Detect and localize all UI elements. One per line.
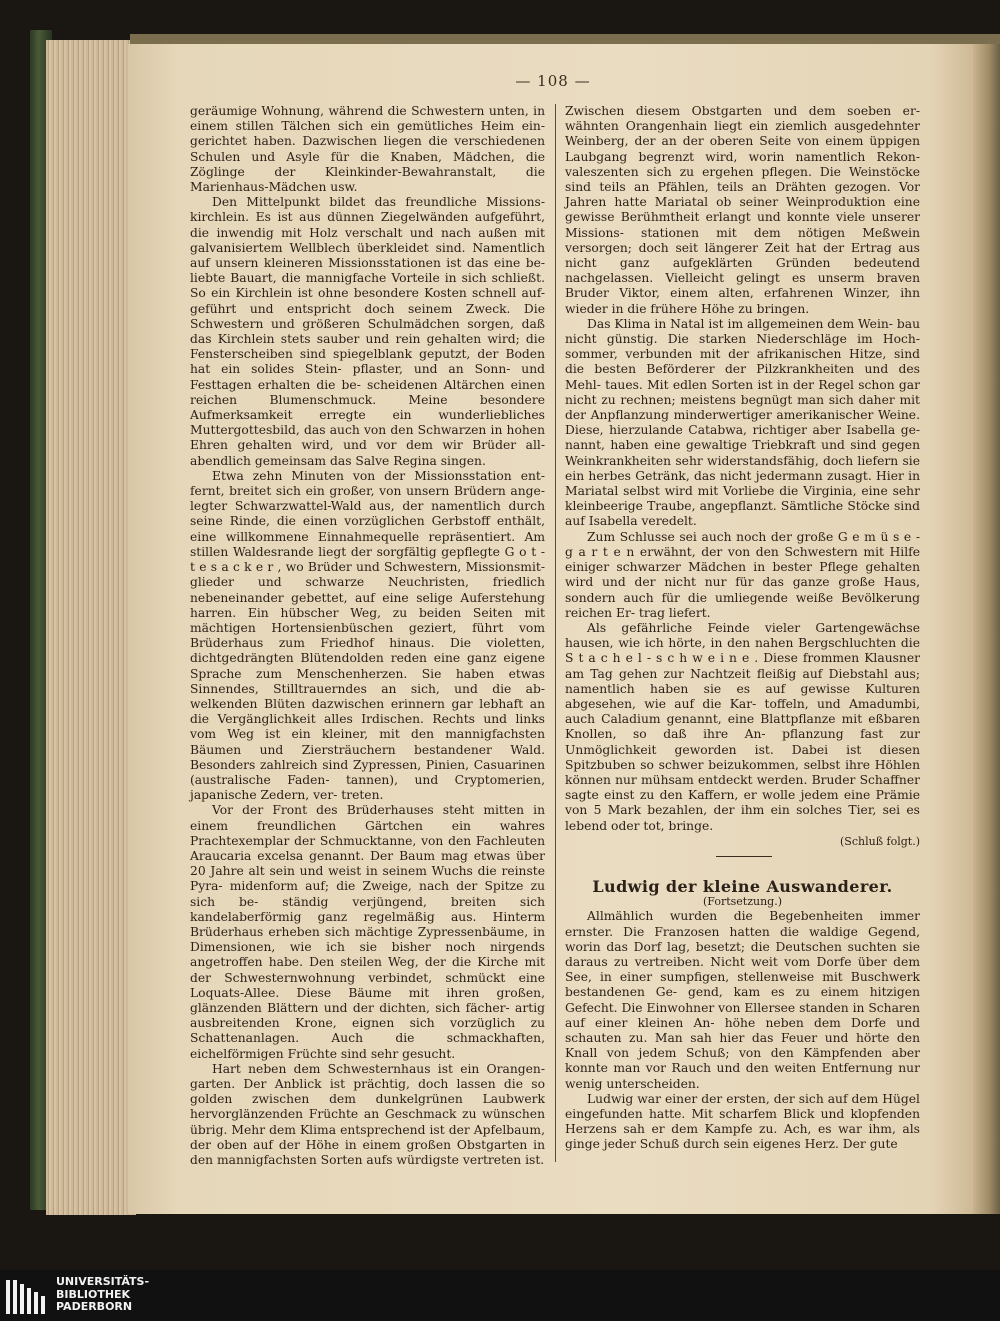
paragraph: Allmählich wurden die Begebenheiten immer ernster. Die Franzosen hatten die waldige Gegend, worin das Dorf lag, besetzt; die Deutschen suchten sie daraus zu vertreiben. Nicht weit vom Dorfe über dem See, in einer sumpfigen, stellenweise mit Buschwerk bestandenen Ge- gend, kam es zu einem hitzigen Gefecht. Die Einwohner von Ellersee standen in Scharen auf einer kleinen An- höhe neben dem Dorfe und schauten zu. Man sah hier das Feuer und hörte den Knall von jedem Schuß; von den Kämpfenden aber konnte man vor Rauch und den weiten Entfernung nur wenig unterscheiden. <box>565 909 920 1091</box>
left-column <box>190 104 545 1168</box>
paragraph: Zwischen diesem Obstgarten und dem soeben er- wähnten Orangenhain liegt ein ziemlich ausgedehnter Weinberg, der an der oberen Seite von einem üppigen Laubgang begrenzt wird, worin namentlich Rekon- valeszenten sich zu ergehen pflegen. Die Weinstöcke sind teils an Pfählen, teils an Drähten gezogen. Vor Jahren hatte Mariatal ob seiner Weinproduktion eine gewisse Berühmtheit erlangt und konnte viele unserer Missions- stationen mit dem nötigen Meßwein versorgen; doch seit längerer Zeit hat der Ertrag aus nicht ganz aufgeklärten Gründen bedeutend nachgelassen. Vielleicht gelingt es unserm braven Bruder Viktor, einem alten, erfahrenen Winzer, ihn wieder in die frühere Höhe zu bringen. <box>565 104 920 316</box>
article-continuation <box>565 104 920 834</box>
paragraph: Zum Schlusse sei auch noch der große G e m ü s e - g a r t e n erwähnt, der von den Schwestern mit Hilfe einiger schwarzer Mädchen in bester Pflege gehalten wird und der nicht nur für das ganze große Haus, sondern auch für die umliegende weiße Bevölkerung reichen Er- trag liefert. <box>565 529 920 620</box>
library-footer <box>0 1270 1000 1321</box>
library-logo-icon <box>6 1280 48 1314</box>
paragraph: Hart neben dem Schwesternhaus ist ein Orangen- garten. Der Anblick ist prächtig, doch lassen die so golden zwischen dem dunkelgrünen Laubwerk hervorglänzenden Früchte an Geschmack zu wünschen übrig. Mehr dem Klima entsprechend ist der Apfelbaum, der oben auf der Höhe in einem großen Obstgarten in den mannigfachsten Sorten aufs würdigste vertreten ist. <box>190 1061 545 1168</box>
page-number: — 108 — <box>515 72 591 90</box>
logo-line: UNIVERSITÄTS- <box>56 1275 150 1288</box>
continued-note: (Schluß folgt.) <box>840 834 920 848</box>
story-subtitle: (Fortsetzung.) <box>703 895 782 909</box>
section-gap <box>565 849 920 879</box>
page-gutter-right <box>973 44 1000 1214</box>
paragraph: geräumige Wohnung, während die Schwestern unten, in einem stillen Tälchen sich ein gemütliches Heim ein- gerichtet haben. Dazwischen liegen die verschiedenen Schulen und Asyle für die Knaben, Mädchen, die Zöglinge der Kleinkinder-Bewahranstalt, die Marienhaus-Mädchen usw. <box>190 104 545 195</box>
page-stack-edge <box>46 40 136 1215</box>
story-title: Ludwig der kleine Auswanderer. <box>592 876 893 896</box>
paragraph: Ludwig war einer der ersten, der sich auf dem Hügel eingefunden hatte. Mit scharfem Blick und klopfenden Herzens sah er dem Kampfe zu. Ach, es war ihm, als ginge jeder Schuß durch sein eigenes Herz. Der gute <box>565 1091 920 1152</box>
section-separator-line <box>716 856 772 857</box>
paragraph: Das Klima in Natal ist im allgemeinen dem Wein- bau nicht günstig. Die starken Niederschläge im Hoch- sommer, verbunden mit der afrikanischen Hitze, sind die besten Beförderer der Pilzkrankheiten und des Mehl- taues. Mit edlen Sorten ist in der Regel schon gar nicht zu rechnen; meistens begnügt man sich daher mit der Anpflanzung minderwertiger amerikanischer Weine. Diese, hierzulande Catabwa, richtiger aber Isabella ge- nannt, haben eine gewaltige Triebkraft und sind gegen Weinkrankheiten sehr widerstandsfähig, doch liefern sie ein herbes Getränk, das nicht jedermann zusagt. Hier in Mariatal selbst wird mit Vorliebe die Virginia, eine sehr kleinbeerige Traube, angepflanzt. Sämtliche Stöcke sind auf Isabella veredelt. <box>565 316 920 529</box>
logo-line: BIBLIOTHEK <box>56 1287 131 1301</box>
paragraph: Den Mittelpunkt bildet das freundliche Missions- kirchlein. Es ist aus dünnen Ziegelwänden aufgeführt, die inwendig mit Holz verschalt und nach außen mit galvanisiertem Wellblech überkleidet sind. Namentlich auf unsern kleineren Missionsstationen ist das eine be- liebte Bauart, die mannigfache Vorteile in sich schließt. So ein Kirchlein ist ohne besondere Kosten schnell auf- geführt und entspricht doch seinem Zweck. Die Schwestern und größeren Schulmädchen sorgen, daß das Kirchlein stets sauber und rein gehalten wird; die Fensterscheiben sind spiegelblank geputzt, der Boden hat ein solides Stein- pflaster, und an Sonn- und Festtagen erhalten die be- scheidenen Altärchen einen reichen Blumenschmuck. Meine besondere Aufmerksamkeit erregte ein wunderliebliches Muttergottesbild, das auch von den Schwarzen in hohen Ehren gehalten wird, und vor dem wir Brüder all- abendlich gemeinsam das Salve Regina singen. <box>190 195 545 468</box>
column-divider <box>555 104 556 1162</box>
paragraph: Etwa zehn Minuten von der Missionsstation ent- fernt, breitet sich ein großer, von unsern Brüdern ange- legter Schwarzwattel-Wald aus, der namentlich durch seine Rinde, die einen vorzüglichen Gerbstoff enthält, eine willkommene Einnahmequelle repräsentiert. Am stillen Waldesrande liegt der sorgfältig gepflegte G o t - t e s a c k e r , wo Brüder und Schwestern, Missionsmit- glieder und schwarze Neuchristen, friedlich nebeneinander gebettet, auf eine selige Auferstehung harren. Ein hübscher Weg, zu beiden Seiten mit mächtigen Hortensienbüschen geziert, führt vom Brüderhaus zum Friedhof hinaus. Die violetten, dichtgedrängten Blütendolden reden eine ganz eigene Sprache zum Menschenherzen. Sie haben etwas Sinnendes, Stilltrauerndes an sich, und die ab- welkenden Blüten dazwischen erinnern gar lebhaft an die Vergänglichkeit alles Irdischen. Rechts und links vom Weg ist ein kleiner, mit den mannigfachsten Bäumen und Ziersträuchern bestandener Wald. Besonders zahlreich sind Zypressen, Pinien, Casuarinen (australische Faden- tannen), und Cryptomerien, japanische Zedern, ver- treten. <box>190 468 545 803</box>
right-column <box>565 104 920 1153</box>
story-body <box>565 909 920 1152</box>
paragraph: Als gefährliche Feinde vieler Gartengewächse hausen, wie ich hörte, in den nahen Bergschluchten die S t a c h e l - s c h w e i n e . Diese frommen Klausner am Tag gehen zur Nachtzeit fleißig auf Diebstahl aus; namentlich haben sie es auf gewisse Kulturen abgesehen, wie auf die Kar- toffeln, und Amadumbi, auch Caladium genannt, eine Blattpflanze mit eßbaren Knollen, so daß ihre An- pflanzung fast zur Unmöglichkeit geworden ist. Dabei ist diesen Spitzbuben so schwer beizukommen, selbst ihre Höhlen können nur mühsam entdeckt werden. Bruder Schaffner sagte einst zu den Kaffern, er wolle jedem eine Prämie von 5 Mark bezahlen, der ihm ein solches Tier, sei es lebend oder tot, bringe. <box>565 620 920 833</box>
logo-line: PADERBORN <box>56 1300 133 1313</box>
library-logo-text <box>56 1276 149 1314</box>
paragraph: Vor der Front des Brüderhauses steht mitten in einem freundlichen Gärtchen ein wahres Prachtexemplar der Schmucktanne, von den Fachleuten Araucaria excelsa genannt. Der Baum mag etwas über 20 Jahre alt sein und weist in seinem Wuchs die reinste Pyra- midenform auf; die Zweige, nach der Spitze zu sich be- ständig verjüngend, breiten sich kandelaberförmig ganz regelmäßig aus. Hinterm Brüderhaus erheben sich mächtige Zypressenbäume, in Dimensionen, wie ich sie bisher noch nirgends angetroffen habe. Den steilen Weg, der die Kirche mit der Schwesternwohnung verbindet, schmückt eine Loquats-Allee. Diese Bäume mit ihren großen, glänzenden Blättern und der dichten, sich fächer- artig ausbreitenden Krone, eignen sich vorzüglich zu Schattenanlagen. Auch die schmackhaften, eichelförmigen Früchte sind sehr gesucht. <box>190 803 545 1061</box>
